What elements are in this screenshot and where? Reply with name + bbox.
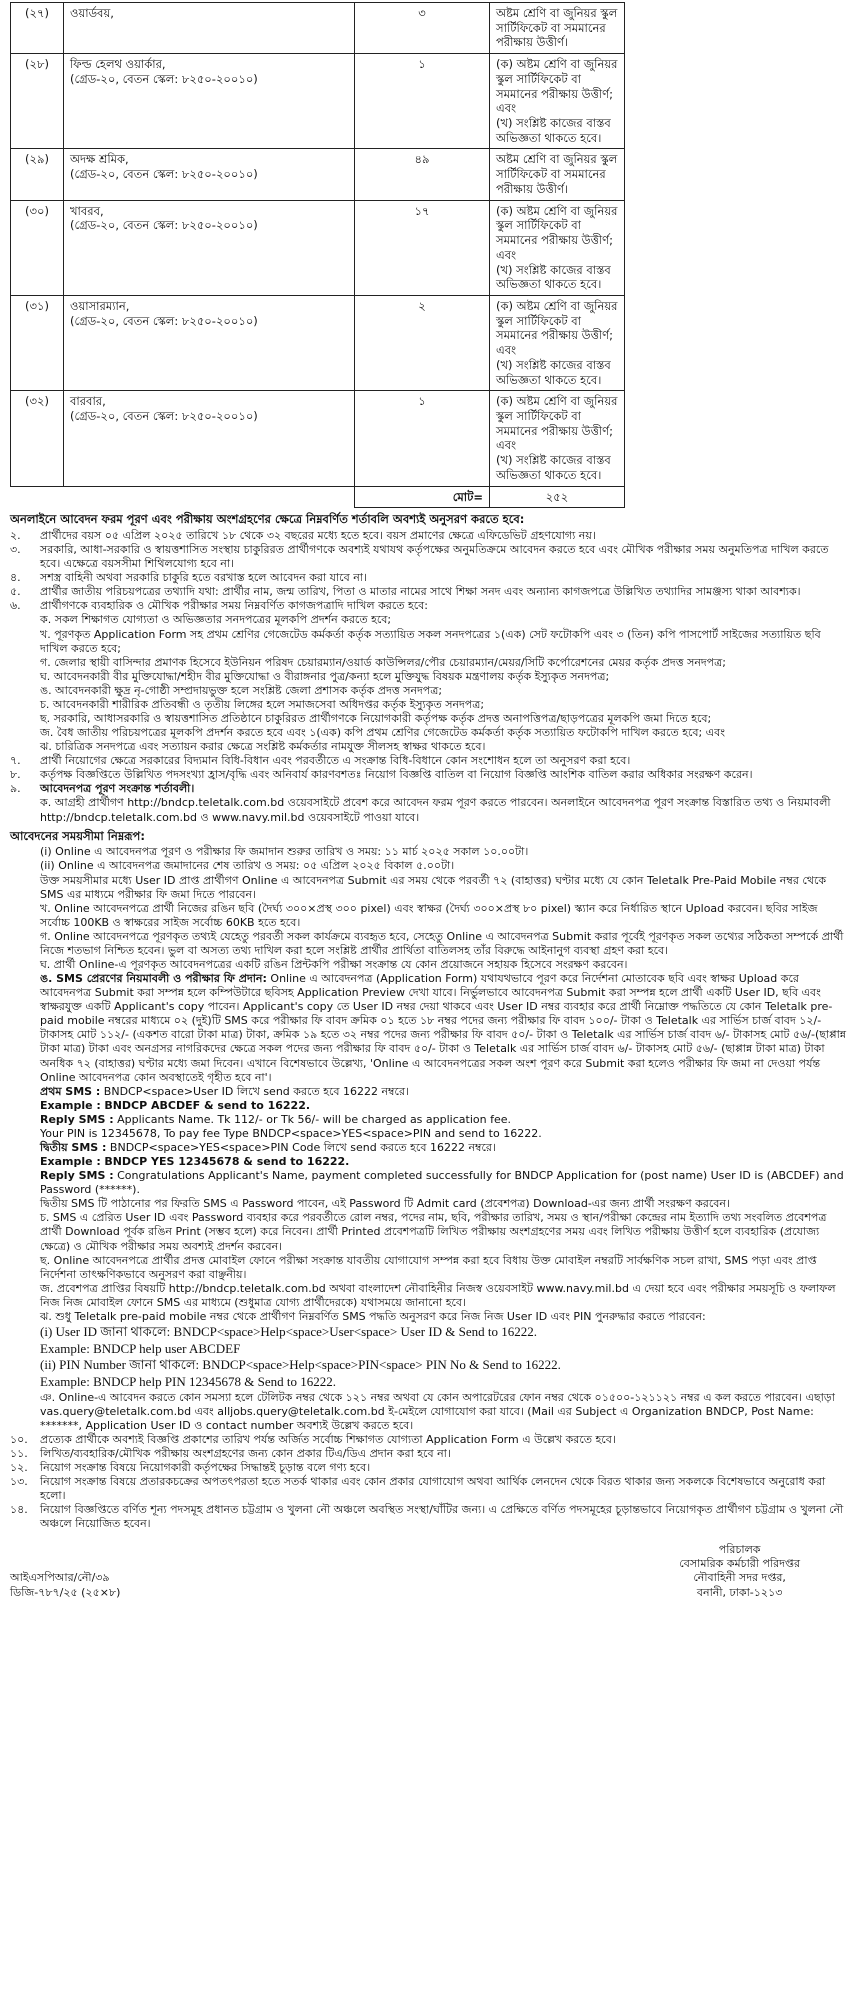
- condition-item: ১১. লিখিত/ব্যবহারিক/মৌখিক পরীক্ষায় অংশগ্রহণের জন্য কোন প্রকার টিএ/ডিএ প্রদান করা হবে না।: [10, 1446, 451, 1460]
- serial-cell: (২৯): [11, 149, 64, 200]
- post-count-cell: ১: [355, 54, 490, 149]
- table-row: [11, 3, 850, 54]
- post-name: ওয়াসারম্যান,: [70, 298, 130, 313]
- post-name: খাবরব,: [70, 203, 104, 218]
- instruction-item: চ. SMS এ প্রেরিত User ID এবং Password ব্যবহার করে পরবর্তীতে রোল নম্বর, পদের নাম, ছবি, পরীক্ষার তারিখ, সময় ও স্থান/পরীক্ষা কেন্দ্রের নাম ইত্যাদি তথ্য সংবলিত প্রবেশপত্র প্রার্থী Download পূর্বক রঙিন Print (সম্ভব হলে) করে নিবেন। প্রার্থী Printed প্রবেশপত্রটি লিখিত পরীক্ষায় অংশগ্রহণের সময় এবং লিখিত পরীক্ষায় উত্তীর্ণ হলে ব্যবহারিক (প্রযোজ্য ক্ষেত্রে) ও মৌখিক পরীক্ষার সময় অবশ্যই প্রদর্শন করবেন।: [40, 1211, 827, 1253]
- requirements-cell: [490, 295, 625, 390]
- post-name-cell: [64, 200, 355, 295]
- schedule-heading: আবেদনের সময়সীমা নিম্নরূপ:: [10, 828, 145, 843]
- requirement: অষ্টম শ্রেণি বা জুনিয়র স্কুল সার্টিফিকেট বা সমমানের পরীক্ষায় উত্তীর্ণ।: [496, 6, 618, 50]
- condition-item: ১২. নিয়োগ সংক্রান্ত বিষয়ে নিয়োগকারী কর্তৃপক্ষের সিদ্ধান্তই চূড়ান্ত বলে গণ্য হবে।: [10, 1460, 371, 1474]
- serial-cell: (৩০): [11, 200, 64, 295]
- total-row: [11, 486, 850, 508]
- ref-number: আইএসপিআর/নৌ/৩৯: [10, 1571, 110, 1585]
- serial-cell: (৩২): [11, 391, 64, 486]
- pay-scale: (গ্রেড-২০, বেতন স্কেল: ৮২৫০-২০০১০): [70, 71, 258, 86]
- pay-scale: (গ্রেড-২০, বেতন স্কেল: ৮২৫০-২০০১০): [70, 167, 258, 182]
- schedule-line: গ. Online আবেদনপত্রে পূরণকৃত তথ্যই যেহেতু পরবর্তী সকল কার্যক্রমে ব্যবহৃত হবে, সেহেতু Online এ আবেদনপত্র Submit করার পূর্বেই পূরণকৃত সকল তথ্যের সঠিকতা সম্পর্কে প্রার্থী নিজে শতভাগ নিশ্চিত হবেন। ভুল বা অসত্য তথ্য দাখিল করা হলে সংশ্লিষ্ট প্রার্থীর প্রার্থিতা বাতিলসহ তাঁর বিরুদ্ধে আইনানুগ ব্যবস্থা গ্রহণ করা হবে।: [40, 929, 844, 957]
- post-count-cell: ১৭: [355, 200, 490, 295]
- schedule-list: [10, 845, 850, 972]
- total-value: ২৫২: [490, 486, 625, 508]
- signatory-hq: নৌবাহিনী সদর দপ্তর,: [693, 1571, 786, 1585]
- post-name-cell: [64, 295, 355, 390]
- requirement: (ক) অষ্টম শ্রেণি বা জুনিয়র স্কুল সার্টিফিকেট বা সমমানের পরীক্ষায় উত্তীর্ণ; এবং: [496, 394, 618, 453]
- document-item: চ. আবেদনকারী শারীরিক প্রতিবন্ধী ও তৃতীয় লিঙ্গের হলে সমাজসেবা অধিদপ্তর কর্তৃক ইস্যুকৃত সনদপত্র;: [40, 697, 485, 711]
- recovery-line: Example: BNDCP help user ABCDEF: [40, 1340, 241, 1356]
- post-count-cell: ৪৯: [355, 149, 490, 200]
- document-item: খ. পূরণকৃত Application Form সহ প্রথম শ্রেণির গেজেটেড কর্মকর্তা কর্তৃক সত্যায়িত সকল সনদপত্রের ১(এক) সেট ফটোকপি এবং ৩ (তিন) কপি পাসপোর্ট সাইজের সত্যায়িত ছবি দাখিল করতে হবে;: [40, 627, 821, 655]
- requirements-cell: [490, 149, 625, 200]
- requirement: (খ) সংশ্লিষ্ট কাজের বাস্তব অভিজ্ঞতা থাকতে হবে।: [496, 262, 611, 292]
- post-name: ফিল্ড হেলথ ওয়ার্কার,: [70, 57, 166, 72]
- pay-scale: (গ্রেড-২০, বেতন স্কেল: ৮২৫০-২০০১০): [70, 218, 258, 233]
- document-item: ঙ. আবেদনকারী ক্ষুদ্র নৃ-গোষ্ঠী সম্প্রদায়ভুক্ত হলে সংশ্লিষ্ট জেলা প্রশাসক কর্তৃক প্রদত্ত সনদপত্র;: [40, 683, 443, 697]
- signatory-office: বেসামরিক কর্মচারী পরিদপ্তর: [679, 1557, 800, 1571]
- instruction-item: ছ. Online আবেদনপত্রে প্রার্থীর প্রদত্ত মোবাইল ফোনে পরীক্ষা সংক্রান্ত যাবতীয় যোগাযোগ সম্পন্ন করা হবে বিধায় উক্ত মোবাইল নম্বরটি সার্বক্ষণিক সচল রাখা, SMS পড়া এবং প্রাপ্ত নির্দেশনা তাৎক্ষণিকভাবে অনুসরণ করা বাঞ্ছনীয়।: [40, 1253, 817, 1281]
- condition-item: ২. প্রার্থীদের বয়স ০৫ এপ্রিল ২০২৫ তারিখে ১৮ থেকে ৩২ বছরের মধ্যে হতে হবে। বয়স প্রমাণের ক্ষেত্রে এফিডেভিট গ্রহণযোগ্য নয়।: [10, 529, 596, 542]
- condition-item: ১৪. নিয়োগ বিজ্ঞপ্তিতে বর্ণিত শূন্য পদসমূহ প্রধানত চট্টগ্রাম ও খুলনা নৌ অঞ্চলে অবস্থিত সংস্থা/ঘাঁটির জন্য। এ প্রেক্ষিতে বর্ণিত পদসমূহের চূড়ান্তভাবে নিয়োগকৃত প্রার্থীগণ চট্টগ্রাম ও খুলনা নৌ অঞ্চলে নিয়োজিত হবেন।: [10, 1503, 844, 1531]
- requirement: (খ) সংশ্লিষ্ট কাজের বাস্তব অভিজ্ঞতা থাকতে হবে।: [496, 357, 611, 387]
- condition-item: ৪. সশস্ত্র বাহিনী অথবা সরকারি চাকুরি হতে বরখাস্ত হলে আবেদন করা যাবে না।: [10, 571, 367, 585]
- sms-rules: ঙ. SMS প্রেরণের নিয়মাবলী ও পরীক্ষার ফি প্রদান: Online এ আবেদনপত্র (Application Form) যথাযথভাবে পূরণ করে নির্দেশনা মোতাবেক ছবি এবং স্বাক্ষর Upload করে আবেদনপত্র Submit করা সম্পন্ন হলে কম্পিউটারে ছবিসহ Application Preview দেখা যাবে। নির্ভুলভাবে আবেদনপত্র Submit করা সম্পন্ন হলে প্রার্থী একটি User ID, ছবি এবং স্বাক্ষরযুক্ত একটি Applicant's copy পাবেন। Applicant's copy তে User ID নম্বর দেয়া থাকবে এবং User ID নম্বর ব্যবহার করে প্রার্থী নিম্নোক্ত পদ্ধতিতে যে কোন Teletalk pre-paid mobile নম্বরের মাধ্যমে ০২ (দুই)টি SMS করে পরীক্ষার ফি বাবদ ক্রমিক ০১ হতে ১৮ নম্বর পদের জন্য পরীক্ষার ফি বাবদ ১০০/- টাকা ও Teletalk এর সার্ভিস চার্জ বাবদ ১২/- টাকাসহ মোট ১১২/- (একশত বারো টাকা মাত্র) টাকা, ক্রমিক ১৯ হতে ৩২ নম্বর পদের জন্য পরীক্ষার ফি বাবদ ৫০/- টাকা ও Teletalk এর সার্ভিস চার্জ বাবদ ৬/- টাকাসহ মোট ৫৬/-(ছাপ্পান্ন টাকা মাত্র) টাকা এবং অনগ্রসর নাগরিকদের ক্ষেত্রে সকল পদের জন্য পরীক্ষার ফি বাবদ ৫০/- টাকা ও Teletalk এর সার্ভিস চার্জ বাবদ ৬/- টাকাসহ মোট ৫৬/- (ছাপ্পান্ন টাকা মাত্র) টাকা অনধিক ৭২ (বাহাত্তর) ঘণ্টার মধ্যে জমা দিবেন। এখানে বিশেষভাবে উল্লেখ্য, 'Online এ আবেদনপত্রের সকল অংশ পূরণ করে Submit করা হলেও পরীক্ষার ফি জমা না দেওয়া পর্যন্ত Online আবেদনপত্র কোন অবস্থাতেই গৃহীত হবে না'।: [40, 972, 847, 1084]
- requirement: (ক) অষ্টম শ্রেণি বা জুনিয়র স্কুল সার্টিফিকেট বা সমমানের পরীক্ষায় উত্তীর্ণ; এবং: [496, 203, 618, 262]
- instruction-item: জ. প্রবেশপত্র প্রাপ্তির বিষয়টি http://bndcp.teletalk.com.bd অথবা বাংলাদেশ নৌবাহিনীর নিজস্ব ওয়েবসাইট www.navy.mil.bd এ দেয়া হবে এবং পরীক্ষার সময়সূচি ও ফলাফল নিজ নিজ মোবাইল ফোনে SMS এর মাধ্যমে (শুধুমাত্র যোগ্য প্রার্থীদেরকে) যথাসময়ে জানানো হবে।: [40, 1281, 836, 1309]
- total-label: মোট=: [355, 486, 490, 508]
- sms-instructions: প্রথম SMS : BNDCP<space>User ID লিখে send করতে হবে 16222 নম্বরে। Example : BNDCP ABCDEF & send to 16222. Reply SMS : Applicants Name. Tk 112/- or Tk 56/- will be charged as application fee. Your PIN is 12345678, To pay fee Type BNDCP<space>YES<space>PIN and send to 16222. দ্বিতীয় SMS : BNDCP<space>YES<space>PIN Code লিখে send করতে হবে 16222 নম্বরে। Example : BNDCP YES 12345678 & send to 16222. Reply SMS : Congratulations Applicant's Name, payment completed successfully for BNDCP Application for (post name) User ID is (ABCDEF) and Password (******). দ্বিতীয় SMS টি পাঠানোর পর ফিরতি SMS এ Password পাবেন, এই Password টি Admit card (প্রবেশপত্র) Download-এর জন্য প্রার্থী সংরক্ষণ করবেন।: [40, 1084, 844, 1211]
- documents-list: [10, 613, 850, 754]
- table-row: [11, 391, 850, 486]
- condition-item: ৭. প্রার্থী নিয়োগের ক্ষেত্রে সরকারের বিদ্যমান বিধি-বিধান এবং পরবর্তীতে এ সংক্রান্ত বিধি-বিধানে কোন সংশোধন হলে তা অনুসরণ করা হবে।: [10, 754, 631, 768]
- post-name: অদক্ষ শ্রমিক,: [70, 152, 129, 167]
- post-count-cell: ৩: [355, 3, 490, 54]
- schedule-line: (ii) Online এ আবেদনপত্র জমাদানের শেষ তারিখ ও সময়: ০৫ এপ্রিল ২০২৫ বিকাল ৫.০০টা।: [40, 859, 455, 873]
- document-item: ক. সকল শিক্ষাগত যোগ্যতা ও অভিজ্ঞতার সনদপত্রের মূলকপি প্রদর্শন করতে হবে;: [40, 613, 392, 627]
- requirements-cell: [490, 54, 625, 149]
- schedule-line: উক্ত সময়সীমার মধ্যে User ID প্রাপ্ত প্রার্থীগণ Online এ আবেদনপত্র Submit এর সময় থেকে পরবর্তী ৭২ (বাহাত্তর) ঘণ্টার মধ্যে যে কোন Teletalk Pre-Paid Mobile নম্বর থেকে SMS এর মাধ্যমে পরীক্ষার ফি জমা দিতে পারবেন।: [40, 873, 827, 901]
- schedule-line: (i) Online এ আবেদনপত্র পূরণ ও পরীক্ষার ফি জমাদান শুরুর তারিখ ও সময়: ১১ মার্চ ২০২৫ সকাল ১০.০০টা।: [40, 845, 529, 859]
- signatory-title: পরিচালক: [718, 1543, 761, 1557]
- document-item: ছ. সরকারি, আধাসরকারি ও স্বায়ত্তশাসিত প্রতিষ্ঠানে চাকুরিরত প্রার্থীগণকে নিয়োগকারী কর্তৃপক্ষ কর্তৃক প্রদত্ত অনাপত্তিপত্র/ছাড়পত্রের মূলকপি জমা দিতে হবে;: [40, 712, 712, 726]
- conditions-list: [10, 529, 850, 613]
- document-item: জ. বৈধ জাতীয় পরিচয়পত্রের মূলকপি প্রদর্শন করতে হবে এবং ১(এক) কপি প্রথম শ্রেণির গেজেটেড কর্মকর্তা কর্তৃক সত্যায়িত ফটোকপি দাখিল করতে হবে; এবং: [40, 726, 725, 740]
- condition-item: ১৩. নিয়োগ সংক্রান্ত বিষয়ে প্রতারকচক্রের অপতৎপরতা হতে সতর্ক থাকার এবং কোন প্রকার যোগাযোগ অথবা আর্থিক লেনদেন থেকে বিরত থাকার জন্য সকলকে বিশেষভাবে অনুরোধ করা হলো।: [10, 1474, 826, 1503]
- schedule-line: ঘ. প্রার্থী Online-এ পূরণকৃত আবেদনপত্রের একটি রঙিন প্রিন্টকপি পরীক্ষা সংক্রান্ত যে কোন প্রয়োজনে সহায়ক হিসেবে সংরক্ষণ করবেন।: [40, 957, 628, 971]
- requirements-cell: [490, 391, 625, 486]
- condition-item: ১০. প্রত্যেক প্রার্থীকে অবশ্যই বিজ্ঞপ্তি প্রকাশের তারিখ পর্যন্ত অর্জিত সর্বোচ্চ শিক্ষাগত যোগ্যতা Application Form এ উল্লেখ করতে হবে।: [10, 1432, 616, 1446]
- posts-table: [10, 2, 850, 508]
- post-count-cell: ১: [355, 391, 490, 486]
- support-info: ঞ. Online-এ আবেদন করতে কোন সমস্যা হলে টেলিটক নম্বর থেকে ১২১ নম্বর অথবা যে কোন অপারেটরের ফোন নম্বর থেকে ০১৫০০-১২১১২১ নম্বর এ কল করতে পারবেন। এছাড়া vas.query@teletalk.com.bd এবং alljobs.query@teletalk.com.bd ই-মেইলে যোগাযোগ করা যাবে। (Mail এর Subject এ Organization BNDCP, Post Name: *******, Application User ID ও contact number অবশ্যই উল্লেখ করতে হবে।: [40, 1390, 835, 1432]
- table-row: [11, 149, 850, 200]
- condition-item: ৯. আবেদনপত্র পূরণ সংক্রান্ত শর্তাবলী।: [10, 782, 195, 796]
- signatory-address: বনানী, ঢাকা-১২১৩: [696, 1585, 783, 1599]
- requirement: (ক) অষ্টম শ্রেণি বা জুনিয়র স্কুল সার্টিফিকেট বা সমমানের পরীক্ষায় উত্তীর্ণ; এবং: [496, 298, 618, 358]
- serial-cell: (২৮): [11, 54, 64, 149]
- conditions-heading: অনলাইনে আবেদন ফরম পূরণ এবং পরীক্ষায় অংশগ্রহণের ক্ষেত্রে নিম্নবর্ণিত শর্তাবলি অবশ্যই অনুসরণ করতে হবে:: [10, 512, 525, 527]
- requirement: (ক) অষ্টম শ্রেণি বা জুনিয়র স্কুল সার্টিফিকেট বা সমমানের পরীক্ষায় উত্তীর্ণ; এবং: [496, 57, 618, 116]
- pay-scale: (গ্রেড-২০, বেতন স্কেল: ৮২৫০-২০০১০): [70, 313, 258, 328]
- post-name: ওয়ার্ডবয়,: [70, 6, 114, 20]
- post-name-cell: [64, 149, 355, 200]
- condition-item: ৬. প্রার্থীগণকে ব্যবহারিক ও মৌখিক পরীক্ষার সময় নিম্নবর্ণিত কাগজপত্রাদি দাখিল করতে হবে:: [10, 599, 429, 613]
- application-info: ক. আগ্রহী প্রার্থীগণ http://bndcp.teletalk.com.bd ওয়েবসাইটে প্রবেশ করে আবেদন ফরম পূরণ করতে পারবেন। অনলাইনে আবেদনপত্র পূরণ সংক্রান্ত বিস্তারিত তথ্য ও নিয়মাবলী http://bndcp.teletalk.com.bd ও www.navy.mil.bd ওয়েবসাইটে পাওয়া যাবে।: [40, 796, 831, 824]
- requirement: (খ) সংশ্লিষ্ট কাজের বাস্তব অভিজ্ঞতা থাকতে হবে।: [496, 116, 611, 145]
- recovery-line: (ii) PIN Number জানা থাকলে: BNDCP<space>Help<space>PIN<space> PIN No & Send to 16222.: [40, 1357, 561, 1373]
- document-item: গ. জেলার স্থায়ী বাসিন্দার প্রমাণক হিসেবে ইউনিয়ন পরিষদ চেয়ারম্যান/ওয়ার্ড কাউন্সিলর/পৌর চেয়ারম্যান/মেয়র/সিটি কর্পোরেশনের মেয়র কর্তৃক প্রদত্ত সনদপত্র;: [40, 655, 726, 669]
- table-row: [11, 295, 850, 390]
- condition-item: ৫. প্রার্থীর জাতীয় পরিচয়পত্রের তথ্যাদি যথা: প্রার্থীর নাম, জন্ম তারিখ, পিতা ও মাতার নামের সাথে শিক্ষা সনদ এবং অন্যান্য কাগজপত্রে উল্লিখিত তথ্যাদির সামঞ্জস্য থাকা আবশ্যক।: [10, 585, 801, 599]
- page: [10, 0, 850, 1600]
- table-row: [11, 54, 850, 149]
- post-name-cell: [64, 54, 355, 149]
- table-row: [11, 200, 850, 295]
- final-conditions: [10, 1433, 850, 1532]
- post-name-cell: [64, 3, 355, 54]
- signature-block: [10, 1543, 850, 1599]
- serial-cell: (২৭): [11, 3, 64, 54]
- post-count-cell: ২: [355, 295, 490, 390]
- pay-scale: (গ্রেড-২০, বেতন স্কেল: ৮২৫০-২০০১০): [70, 408, 258, 423]
- post-name-cell: [64, 391, 355, 486]
- serial-cell: (৩১): [11, 295, 64, 390]
- document-item: ঘ. আবেদনকারী বীর মুক্তিযোদ্ধা/শহীদ বীর মুক্তিযোদ্ধা ও বীরাঙ্গনার পুত্র/কন্যা হলে মুক্তিযুদ্ধ বিষয়ক মন্ত্রণালয় কর্তৃক ইস্যুকৃত সনদপত্র;: [40, 669, 610, 683]
- requirement: (খ) সংশ্লিষ্ট কাজের বাস্তব অভিজ্ঞতা থাকতে হবে।: [496, 453, 611, 482]
- dg-number: ডিজি-৭৮৭/২৫ (২৫×৮): [10, 1585, 121, 1599]
- recovery-line: Example: BNDCP help PIN 12345678 & Send to 16222.: [40, 1373, 336, 1389]
- more-instructions: [10, 1211, 850, 1324]
- schedule-line: খ. Online আবেদনপত্রে প্রার্থী নিজের রঙিন ছবি (দৈর্ঘ্য ৩০০×প্রস্থ ৩০০ pixel) এবং স্বাক্ষর (দৈর্ঘ্য ৩০০×প্রস্থ ৮০ pixel) স্ক্যান করে নির্ধারিত স্থানে Upload করবেন। ছবির সাইজ সর্বোচ্চ 100KB ও স্বাক্ষরের সাইজ সর্বোচ্চ 60KB হতে হবে।: [40, 901, 818, 929]
- condition-item: ৩. সরকারি, আধা-সরকারি ও স্বায়ত্তশাসিত সংস্থায় চাকুরিরত প্রার্থীগণকে অবশ্যই যথাযথ কর্তৃপক্ষের অনুমতিক্রমে আবেদন করতে হবে এবং মৌখিক পরীক্ষার সময় অনুমতিপত্র দাখিল করতে হবে। এক্ষেত্রে বয়সসীমা শিথিলযোগ্য হবে না।: [10, 543, 829, 571]
- requirement: অষ্টম শ্রেণি বা জুনিয়র স্কুল সার্টিফিকেট বা সমমানের পরীক্ষায় উত্তীর্ণ।: [496, 152, 618, 196]
- recovery-instructions: [10, 1324, 850, 1391]
- recovery-line: (i) User ID জানা থাকলে: BNDCP<space>Help<space>User<space> User ID & Send to 16222.: [40, 1324, 538, 1340]
- instruction-item: ঝ. শুধু Teletalk pre-paid mobile নম্বর থেকে প্রার্থীগণ নিম্নবর্ণিত SMS পদ্ধতি অনুসরণ করে নিজ নিজ User ID এবং PIN পুনরুদ্ধার করতে পারবেন:: [40, 1309, 706, 1323]
- requirements-cell: [490, 3, 625, 54]
- document-item: ঝ. চারিত্রিক সনদপত্রে এবং সত্যায়ন করার ক্ষেত্রে সংশ্লিষ্ট কর্মকর্তার নামযুক্ত সীলসহ স্বাক্ষর থাকতে হবে।: [40, 740, 486, 754]
- requirements-cell: [490, 200, 625, 295]
- post-name: বারবার,: [70, 394, 106, 409]
- condition-item: ৮. কর্তৃপক্ষ বিজ্ঞপ্তিতে উল্লিখিত পদসংখ্যা হ্রাস/বৃদ্ধি এবং অনিবার্য কারণবশতঃ নিয়োগ বিজ্ঞপ্তি বাতিল বা নিয়োগ বিজ্ঞপ্তি আংশিক বাতিল করার অধিকার সংরক্ষণ করেন।: [10, 768, 753, 782]
